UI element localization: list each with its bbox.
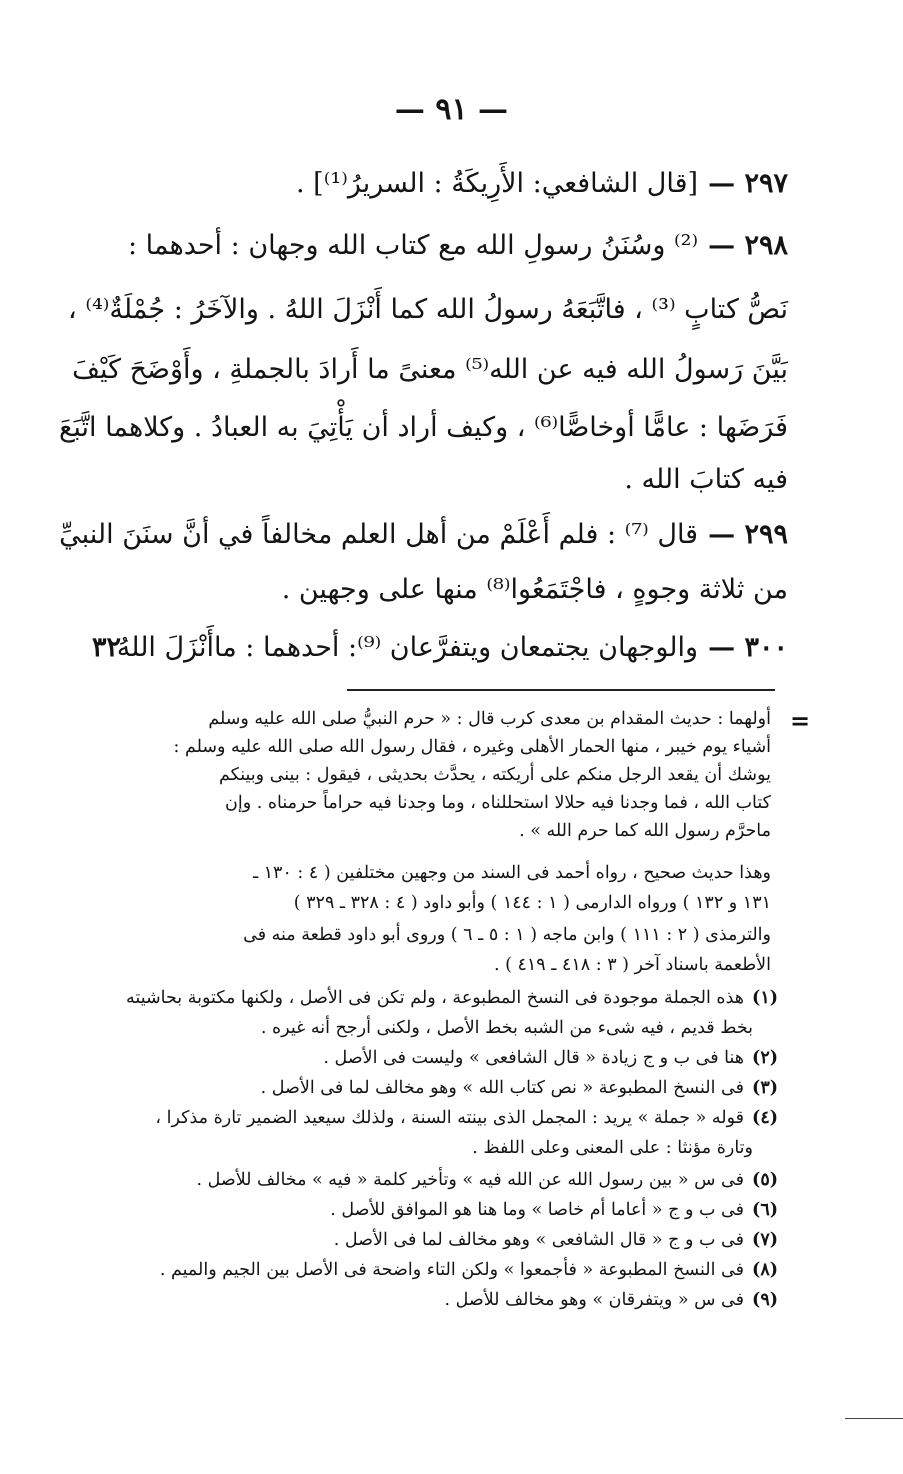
main-text: ⁽²⁾ وسُنَنُ رسولِ الله مع كتاب الله وجهان : أحدهما : — [127, 230, 699, 261]
footnote-number: (٦) — [752, 1200, 778, 1220]
main-text-line — [117, 628, 788, 668]
footnote-text: فى ب و ج « أعاما أم خاصا » وما هنا هو الموافق للأصل . — [330, 1200, 744, 1220]
footnote-number: (٧) — [752, 1230, 778, 1250]
footnote-text: بخط قديم ، فيه شىء من الشبه بخط الأصل ، ولكنى أرجح أنه غيره . — [260, 1018, 753, 1038]
main-text-line — [59, 408, 788, 448]
main-text-line — [68, 290, 788, 330]
continuation-mark: = — [790, 706, 811, 735]
main-text: فَرَضَها : عامًّا أوخاصًّا⁽⁶⁾ ، وكيف أراد أن يَأْتِيَ به العبادُ . وكلاهما اتَّبَعَ — [59, 412, 788, 443]
footnote-text: هذه الجملة موجودة فى النسخ المطبوعة ، ولم تكن فى الأصل ، ولكنها مكتوبة بحاشيته — [126, 988, 744, 1008]
note-line: ١٣١ و ١٣٢ ) ورواه الدارمى ( ١ : ١٤٤ ) وأبو داود ( ٤ : ٣٢٨ ـ ٣٢٩ ) — [293, 893, 771, 913]
main-text: نَصُّ كتابٍ ⁽³⁾ ، فاتَّبَعَهُ رسولُ الله كما أَنْزَلَ اللهُ . والآخَرُ : جُمْلَةٌ⁽⁴⁾ ، — [68, 294, 788, 325]
main-text: فيه كتابَ الله . — [624, 464, 788, 495]
footnote-number: (٢) — [752, 1048, 778, 1068]
footnote-text: فى س « بين رسول الله عن الله فيه » وتأخير كلمة « فيه » مخالف للأصل . — [196, 1170, 744, 1190]
footnote-text: فى النسخ المطبوعة « فأجمعوا » ولكن التاء واضحة فى الأصل بين الجيم والميم . — [159, 1260, 744, 1280]
footnote-text: وتارة مؤنثا : على المعنى وعلى اللفظ . — [472, 1138, 753, 1158]
note-line: والترمذى ( ٢ : ١١١ ) وابن ماجه ( ١ : ٥ ـ ٦ ) وروى أبو داود قطعة منه فى — [243, 925, 771, 945]
footnote — [323, 1045, 778, 1071]
main-text: قال ⁽⁷⁾ : فلم أَعْلَمْ من أهل العلم مخالفاً في أنَّ سنَنَ النبيِّ — [59, 519, 699, 550]
main-text: بَيَّنَ رَسولُ الله فيه عن الله⁽⁵⁾ معنىً ما أَرادَ بالجملةِ ، وأَوْضَحَ كَيْفَ — [72, 354, 788, 385]
margin-number: ٣٢ — [92, 632, 122, 663]
main-text: والوجهان يجتمعان ويتفرَّعان ⁽⁹⁾: أحدهما : ماأَنْزَلَ اللهُ — [116, 632, 699, 663]
footnote — [444, 1287, 778, 1313]
footnote — [155, 1105, 778, 1131]
footnote-number: (٩) — [752, 1290, 778, 1310]
footnote-text: هنا فى ب و ج زيادة « قال الشافعى » وليست فى الأصل . — [323, 1048, 744, 1068]
note-line: يوشك أن يقعد الرجل منكم على أريكته ، يحدَّث بحديثى ، فيقول : بينى وبينكم — [218, 765, 771, 785]
note-line: الأطعمة باسناد آخر ( ٣ : ٤١٨ ـ ٤١٩ ) . — [493, 955, 771, 975]
main-text-line — [128, 226, 788, 266]
footnote — [472, 1135, 753, 1161]
footnote-text: فى س « ويتفرقان » وهو مخالف للأصل . — [444, 1290, 744, 1310]
note-line: أشياء يوم خيبر ، منها الحمار الأهلى وغيره ، فقال رسول الله صلى الله عليه وسلم : — [173, 737, 771, 757]
note-line: وهذا حديث صحيح ، رواه أحمد فى السند من وجهين مختلفين ( ٤ : ١٣٠ ـ — [252, 863, 771, 883]
note-line: أولهما : حديث المقدام بن معدى كرب قال : « حرم النبيُّ صلى الله عليه وسلم — [208, 709, 771, 729]
page-edge-rule — [845, 1418, 903, 1419]
main-text-line — [72, 350, 788, 390]
main-text-line — [624, 460, 788, 500]
footnote-number: (١) — [752, 988, 778, 1008]
footnote-divider — [347, 689, 775, 691]
footnote — [126, 985, 778, 1011]
footnote-text: قوله « جملة » يريد : المجمل الذى بينته السنة ، ولذلك سيعيد الضمير تارة مذكرا ، — [155, 1108, 744, 1128]
paragraph-number: ٣٠٠ — — [708, 632, 788, 663]
main-text: من ثلاثة وجوهٍ ، فاجْتَمَعُوا⁽⁸⁾ منها على وجهين . — [281, 574, 788, 605]
footnote — [196, 1167, 778, 1193]
footnote-number: (٤) — [752, 1108, 778, 1128]
footnote-text: فى ب و ج « قال الشافعى » وهو مخالف لما فى الأصل . — [333, 1230, 744, 1250]
footnote — [334, 1227, 778, 1253]
note-line: كتاب الله ، فما وجدنا فيه حلالا استحللناه ، وما وجدنا فيه حراماً حرمناه . وإن — [225, 793, 771, 813]
main-text-line — [282, 570, 788, 610]
footnote — [330, 1197, 778, 1223]
main-text-line — [296, 164, 788, 204]
footnote-number: (٨) — [752, 1260, 778, 1280]
paragraph-number: ٢٩٨ — — [708, 230, 788, 261]
paragraph-number: ٢٩٧ — — [708, 168, 788, 199]
footnote — [261, 1075, 778, 1101]
footnote-text: فى النسخ المطبوعة « نص كتاب الله » وهو مخالف لما فى الأصل . — [260, 1078, 744, 1098]
main-text-line — [59, 515, 788, 555]
paragraph-number: ٢٩٩ — — [708, 519, 788, 550]
page-number: — ٩١ — — [394, 92, 509, 127]
note-line: ماحرَّم رسول الله كما حرم الله » . — [519, 821, 771, 841]
footnote-number: (٥) — [752, 1170, 778, 1190]
footnote — [160, 1257, 778, 1283]
footnote-number: (٣) — [752, 1078, 778, 1098]
footnote — [261, 1015, 753, 1041]
main-text: [قال الشافعي: الأَرِيكَةُ : السريرُ⁽¹⁾] . — [296, 168, 699, 199]
